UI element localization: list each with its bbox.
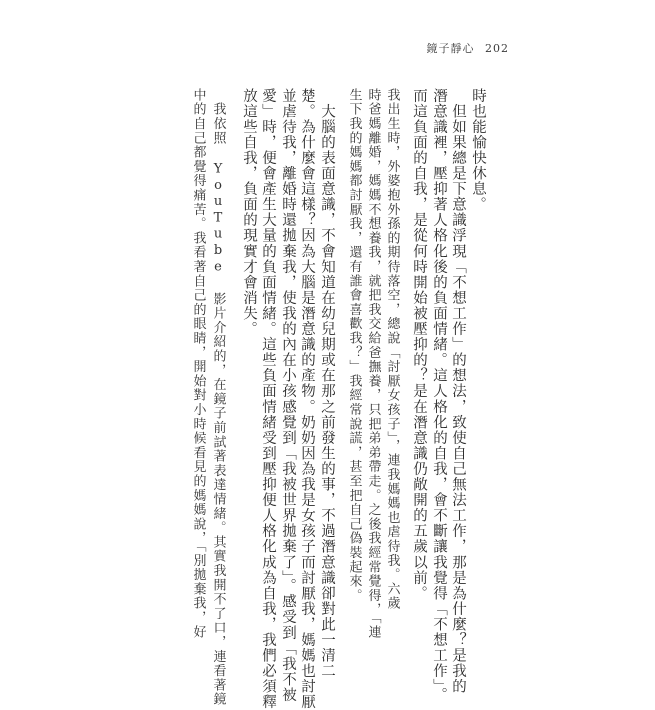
quote-column-3: 生下我的媽媽都討厭我，還有誰會喜歡我？」我經常說謊，甚至把自己偽裝起來。 — [346, 88, 362, 603]
book-title: 鏡子靜心 — [426, 42, 475, 55]
quote-column-1: 我出生時，外婆抱外孫的期待落空，總說「討厭女孩子」，連我媽媽也虐待我。六歲 — [384, 88, 400, 611]
quote-column-2: 時爸媽離婚，媽媽不想養我，就把我交給爸撫養，只把弟弟帶走。之後我經常覺得，「連 — [365, 88, 381, 640]
text-column-7: 並虐待我，離婚時還拋棄我，使我的內在小孩感覺到「我被世界拋棄了」。感受到「我不被 — [280, 88, 296, 703]
running-header — [427, 40, 510, 56]
text-column-10: 我依照 YouTube 影片介紹的，在鏡子前試著表達情緒。其實我開不了口，連看著鏡 — [210, 88, 226, 707]
text-column-9: 放這些自我，負面的現實才會消失。 — [241, 88, 257, 337]
text-column-5: 大腦的表面意識，不會知道在幼兒期或在那之前發生的事，不過潛意識卻對此一清二 — [319, 88, 335, 679]
page-number: 202 — [485, 42, 509, 55]
text-column-2: 但如果總是下意識浮現「不想工作」的想法，致使自己無法工作，那是為什麼？是我的 — [450, 88, 466, 695]
text-column-3: 潛意識裡，壓抑著人格化後的負面情緒。這人格化的自我，會不斷讓我覺得「不想工作」。 — [431, 88, 447, 703]
text-column-4: 而這負面的自我，是從何時開始被壓抑的？是在潛意識仍敞開的五歲以前。 — [411, 88, 427, 602]
text-column-8: 愛」時，便會產生大量的負面情緒。這些負面情緒受到壓抑便人格化成為自我，我們必須釋 — [260, 88, 276, 710]
text-column-1: 時也能愉快休息。 — [470, 88, 486, 213]
text-column-6: 楚。為什麼會這樣？因為大腦是潛意識的產物。奶奶因為我是女孩子而討厭我，媽媽也討厭 — [299, 88, 315, 710]
text-column-11: 中的自己都覺得痛苦。我看著自己的眼睛，開始對小時候看見的媽媽說，「別拋棄我，好 — [190, 88, 206, 640]
